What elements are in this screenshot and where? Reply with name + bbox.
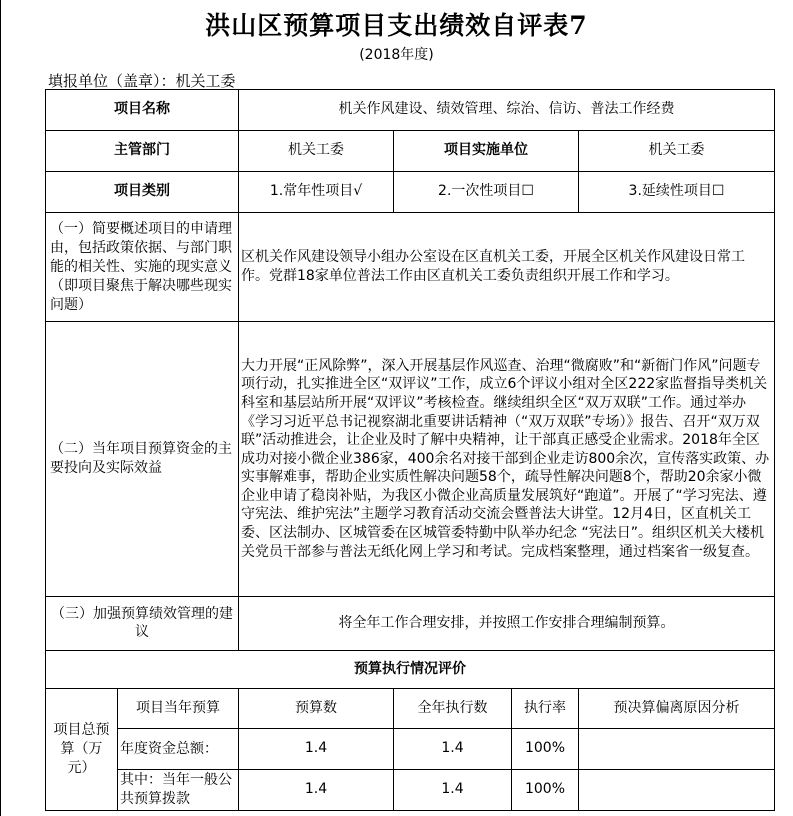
project-type-label: 项目类别: [46, 172, 239, 213]
type-option-recurring: 1.常年性项目√: [239, 172, 394, 213]
budget-section-header-row: [46, 651, 775, 689]
section-3-row: [46, 597, 775, 651]
page-subtitle: (2018年度): [359, 47, 434, 63]
header-rate: 执行率: [512, 689, 579, 729]
section-3-label: （三）加强预算绩效管理的建议: [46, 597, 239, 651]
budget-row-label: 项目总预算（万元）: [46, 689, 118, 811]
header-item: 项目当年预算: [118, 689, 239, 729]
impl-unit-value: 机关工委: [579, 131, 775, 172]
section-2-row: [46, 322, 775, 597]
department-row: [46, 131, 775, 172]
deviation-analysis: [579, 770, 775, 811]
budget-amount: 1.4: [239, 770, 394, 811]
budget-row: [46, 729, 775, 770]
project-type-row: [46, 172, 775, 213]
page-border: [0, 0, 1, 816]
header-analysis: 预决算偏离原因分析: [579, 689, 775, 729]
deviation-analysis: [579, 729, 775, 770]
type-option-onetime: 2.一次性项目☐: [394, 172, 579, 213]
filler-unit-label: 填报单位（盖章）：机关工委: [48, 72, 236, 90]
header-executed: 全年执行数: [394, 689, 512, 729]
section-1-value: 区机关作风建设领导小组办公室设在区直机关工委，开展全区机关作风建设日常工作。党群18家单位普法工作由区直机关工委负责组织开展工作和学习。: [239, 213, 775, 322]
budget-header-row: [46, 689, 775, 729]
dept-label: 主管部门: [46, 131, 239, 172]
executed-amount: 1.4: [394, 770, 512, 811]
evaluation-table: [45, 89, 775, 811]
type-option-continuing: 3.延续性项目☐: [579, 172, 775, 213]
execution-rate: 100%: [512, 770, 579, 811]
executed-amount: 1.4: [394, 729, 512, 770]
header-budget: 预算数: [239, 689, 394, 729]
budget-section-title: 预算执行情况评价: [46, 651, 775, 689]
section-2-label: （二）当年项目预算资金的主要投向及实际效益: [46, 322, 239, 597]
dept-value: 机关工委: [239, 131, 394, 172]
budget-item: 年度资金总额：: [118, 729, 239, 770]
section-1-label: （一）简要概述项目的申请理由，包括政策依据、与部门职能的相关性、实施的现实意义（即项目聚焦于解决哪些现实问题）: [46, 213, 239, 322]
section-2-value: 大力开展“正风除弊”，深入开展基层作风巡查、治理“微腐败”和“新衙门作风”问题专项行动，扎实推进全区“双评议”工作，成立6个评议小组对全区222家监督指导类机关科室和基层站所开展“双评议”考核检查。继续组织全区“双万双联”工作。通过举办《学习习近平总书记视察湖北重要讲话精神（“双万双联”专场）》报告、召开“双万双联”活动推进会，让企业及时了解中央精神，让干部真正感受企业需求。2018年全区成功对接小微企业386家，400余名对接干部到企业走访800余次，宣传落实政策、办实事解难事，帮助企业实质性解决问题58个，疏导性解决问题8个，帮助20余家小微企业申请了稳岗补贴，为我区小微企业高质量发展筑好“跑道”。开展了“学习宪法、遵守宪法、维护宪法”主题学习教育活动交流会暨普法大讲堂。12月4日，区直机关工委、区法制办、区城管委在区城管委特勤中队举办纪念 “宪法日”。组织区机关大楼机关党员干部参与普法无纸化网上学习和考试。完成档案整理，通过档案省一级复查。: [239, 322, 775, 597]
impl-unit-label: 项目实施单位: [394, 131, 579, 172]
budget-row: [46, 770, 775, 811]
execution-rate: 100%: [512, 729, 579, 770]
project-name-row: [46, 90, 775, 131]
budget-amount: 1.4: [239, 729, 394, 770]
project-name-label: 项目名称: [46, 90, 239, 131]
budget-item: 其中：当年一般公共预算拨款: [118, 770, 239, 811]
page-title: 洪山区预算项目支出绩效自评表7: [205, 11, 588, 40]
project-name-value: 机关作风建设、绩效管理、综治、信访、普法工作经费: [239, 90, 775, 131]
section-1-row: [46, 213, 775, 322]
section-3-value: 将全年工作合理安排，并按照工作安排合理编制预算。: [239, 597, 775, 651]
